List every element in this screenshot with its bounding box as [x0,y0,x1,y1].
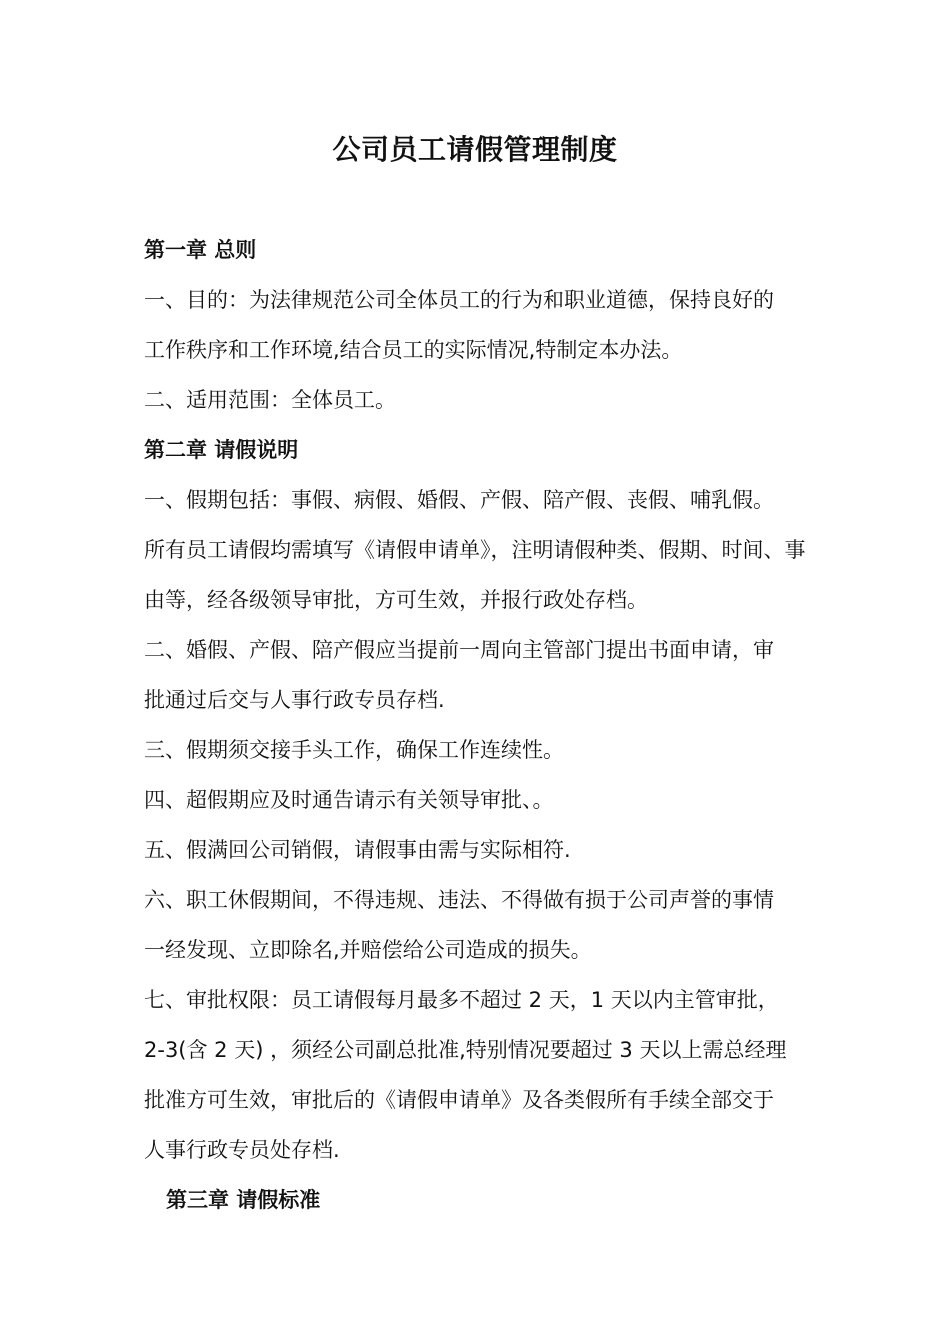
paragraph-line: 所有员工请假均需填写《请假申请单》，注明请假种类、假期、时间、事 [144,538,806,562]
paragraph-line: 批通过后交与人事行政专员存档. [144,688,445,712]
paragraph-line: 三、假期须交接手头工作，确保工作连续性。 [144,738,564,762]
paragraph-line: 由等，经各级领导审批，方可生效，并报行政处存档。 [144,588,648,612]
paragraph-line: 2-3(含 2 天) ，须经公司副总批准,特别情况要超过 3 天以上需总经理 [144,1038,787,1062]
document-title: 公司员工请假管理制度 [332,133,618,166]
paragraph-line: 一经发现、立即除名,并赔偿给公司造成的损失。 [144,938,592,962]
paragraph-line: 二、适用范围：全体员工。 [144,388,396,412]
chapter-1-heading: 第一章 总则 [144,238,257,262]
paragraph-line: 人事行政专员处存档. [144,1138,340,1162]
paragraph-line: 工作秩序和工作环境,结合员工的实际情况,特制定本办法。 [144,338,683,362]
paragraph-line: 七、审批权限：员工请假每月最多不超过 2 天，1 天以内主管审批， [144,988,779,1012]
paragraph-line: 四、超假期应及时通告请示有关领导审批、。 [144,788,554,812]
paragraph-line: 六、职工休假期间，不得违规、违法、不得做有损于公司声誉的事情 [144,888,774,912]
paragraph-line: 批准方可生效，审批后的《请假申请单》及各类假所有手续全部交于 [144,1088,774,1112]
paragraph-line: 一、假期包括：事假、病假、婚假、产假、陪产假、丧假、哺乳假。 [144,488,774,512]
paragraph-line: 二、婚假、产假、陪产假应当提前一周向主管部门提出书面申请，审 [144,638,774,662]
chapter-3-heading: 第三章 请假标准 [166,1188,321,1212]
paragraph-line: 一、目的：为法律规范公司全体员工的行为和职业道德，保持良好的 [144,288,774,312]
paragraph-line: 五、假满回公司销假，请假事由需与实际相符. [144,838,571,862]
chapter-2-heading: 第二章 请假说明 [144,438,299,462]
